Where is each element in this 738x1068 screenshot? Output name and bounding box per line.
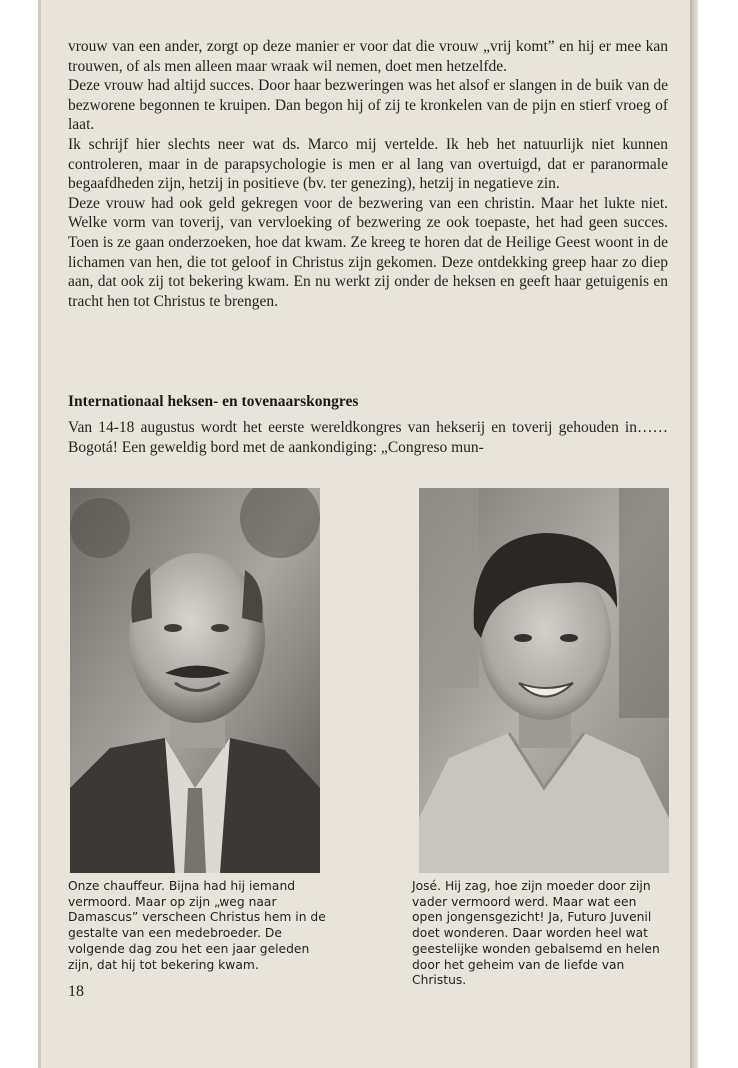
page-left-edge — [38, 0, 41, 1068]
paragraph: Deze vrouw had altijd succes. Door haar bezweringen was het alsof er slangen in de buik van de bezworene begonnen te kruipen. Dan begon hij of zij te kronkelen van de pijn en stierf vroeg of laat. — [68, 77, 668, 134]
man-portrait-image — [70, 488, 320, 873]
paragraph: Deze vrouw had ook geld gekregen voor de bezwering van een christin. Maar het lukte niet. Welke vorm van toverij, van vervloeking of bezwering ze ook toepaste, het had geen succes. Toen is ze gaan onderzoeken, hoe dat kwam. Ze kreeg te horen dat de Heilige Geest woont in de lichamen van hen, die tot geloof in Christus zijn gekomen. Deze ontdekking greep haar zo diep aan, dat ook zij tot bekering kwam. En nu werkt zij onder de heksen en geeft haar getuigenis en tracht hen tot Christus te brengen. — [68, 194, 668, 310]
caption-left: Onze chauffeur. Bijna had hij iemand vermoord. Maar op zijn „weg naar Damascus” verscheen Christus hem in de gestalte van een medebroeder. De volgende dag zou het een jaar geleden zijn, dat hij tot bekering kwam. — [68, 879, 326, 972]
body-text — [68, 37, 668, 311]
boy-portrait-image — [419, 488, 669, 873]
photo-chauffeur — [70, 488, 320, 873]
paragraph: vrouw van een ander, zorgt op deze manier er voor dat die vrouw „vrij komt” en hij er mee kan trouwen, of als men alleen maar wraak wil nemen, doet men hetzelfde. — [68, 38, 668, 75]
page-number: 18 — [68, 983, 84, 1000]
section-heading: Internationaal heksen- en tovenaarskongres — [68, 393, 359, 410]
caption-right: José. Hij zag, hoe zijn moeder door zijn vader vermoord werd. Maar wat een open jongensgezicht! Ja, Futuro Juvenil doet wonderen. Daar worden heel wat geestelijke wonden gebalsemd en helen door het geheim van de liefde van Christus. — [412, 879, 660, 988]
section-text: Van 14-18 augustus wordt het eerste wereldkongres van hekserij en toverij gehouden in…… Bogotá! Een geweldig bord met de aankondiging: „Congreso mun- — [68, 419, 668, 456]
paragraph: Ik schrijf hier slechts neer wat ds. Marco mij vertelde. Ik heb het natuurlijk niet kunnen controleren, maar in de parapsychologie is men er al lang van overtuigd, dat er paranormale begaafdheden zijn, hetzij in positieve (bv. ter genezing), hetzij in negatieve zin. — [68, 135, 668, 193]
page-right-edge — [690, 0, 698, 1068]
photo-jose — [419, 488, 669, 873]
